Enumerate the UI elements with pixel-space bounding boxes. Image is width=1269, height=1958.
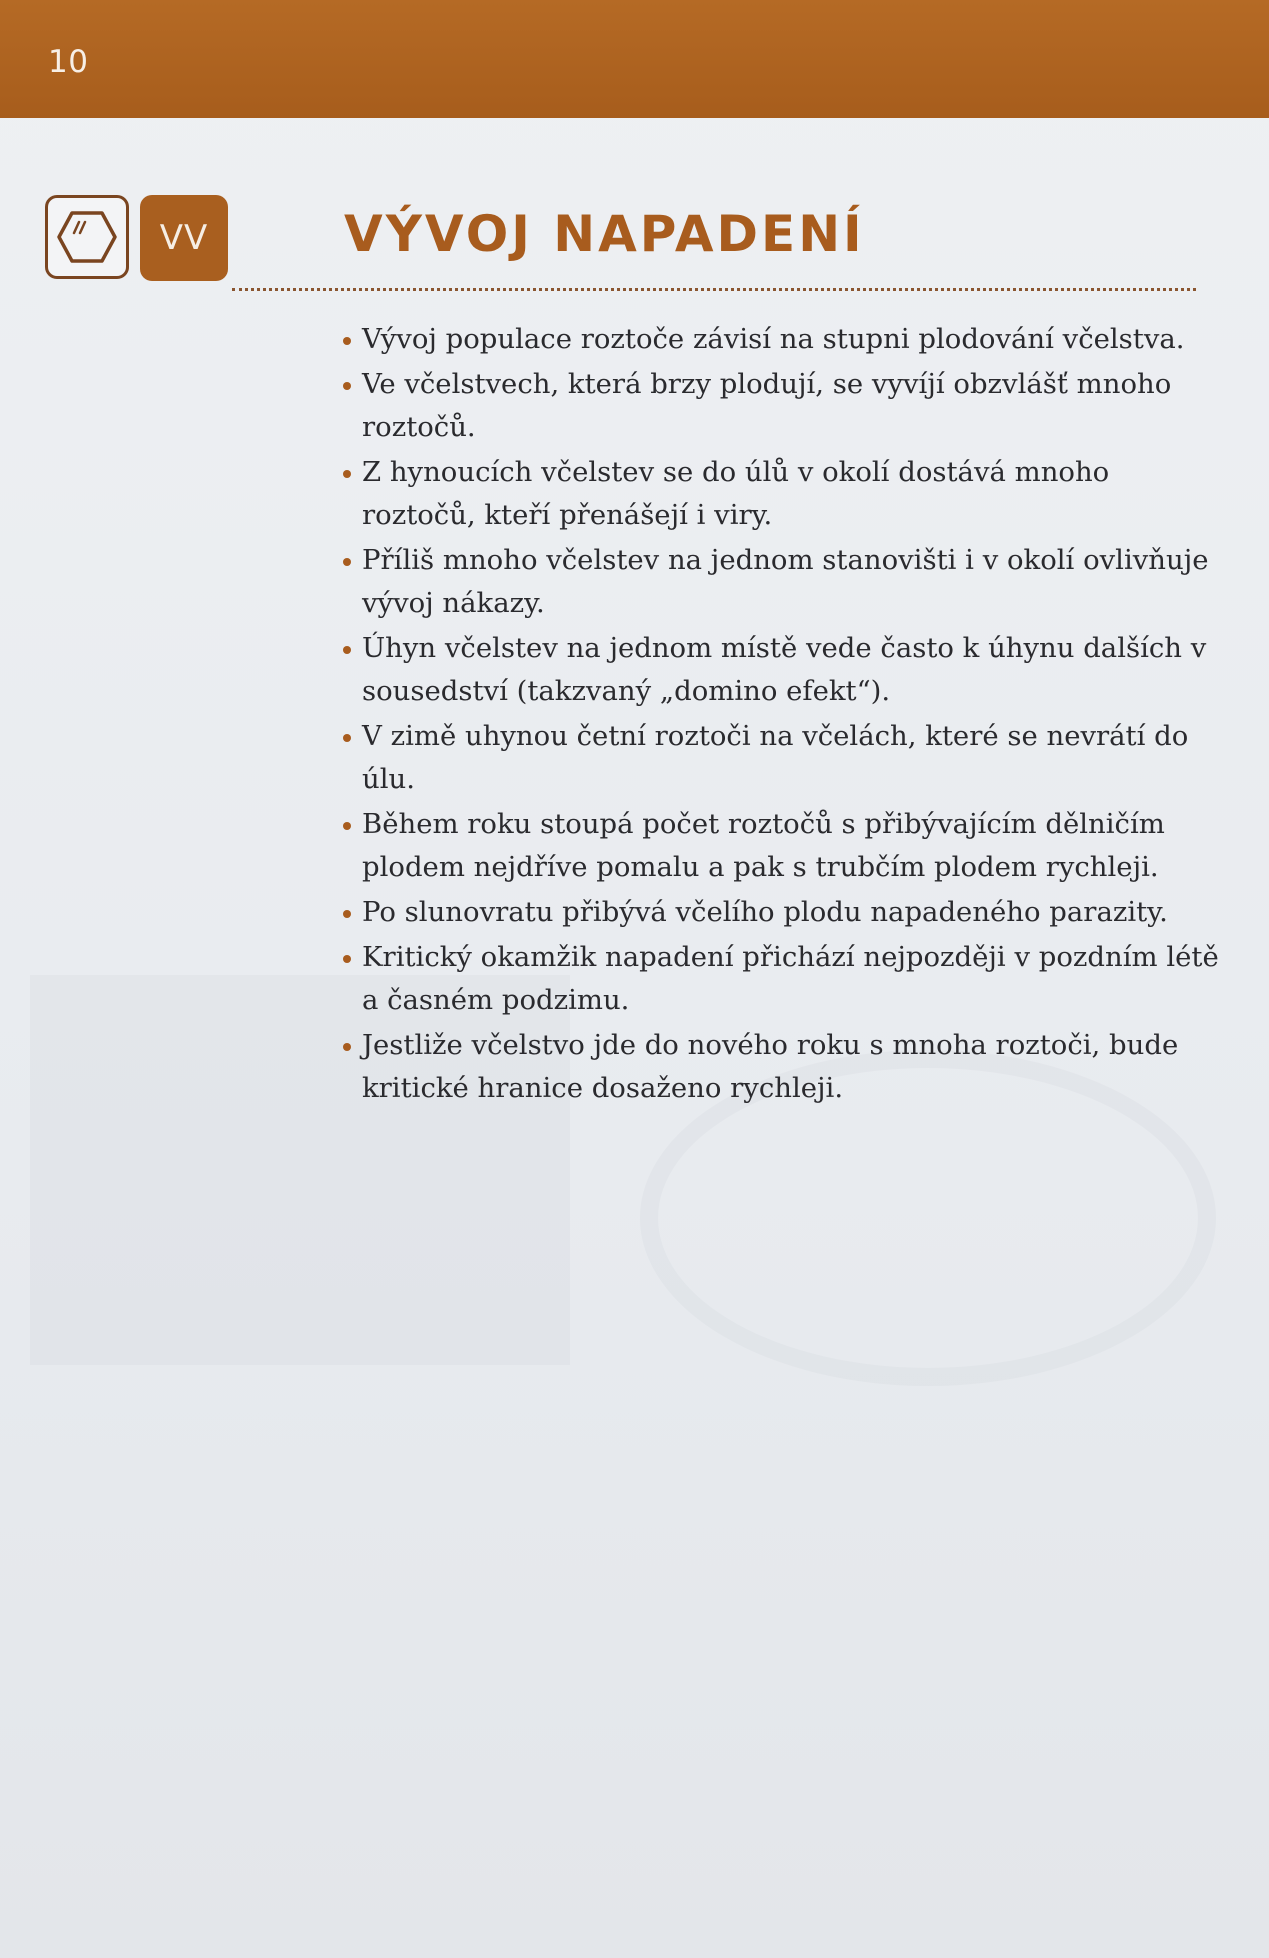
bullet-icon (343, 382, 351, 390)
list-item: Z hynoucích včelstev se do úlů v okolí dostává mnoho roztočů, kteří přenášejí i viry. (340, 451, 1220, 537)
section-title: VÝVOJ NAPADENÍ (344, 205, 865, 263)
bullet-icon (343, 955, 351, 963)
list-item: V zimě uhynou četní roztoči na včelách, které se nevrátí do úlu. (340, 715, 1220, 801)
title-divider (232, 288, 1196, 291)
bullet-icon (343, 337, 351, 345)
bullet-list (340, 318, 1220, 1112)
list-item: Jestliže včelstvo jde do nového roku s mnoha roztoči, bude kritické hranice dosaženo rychleji. (340, 1024, 1220, 1110)
bullet-icon (343, 910, 351, 918)
page-number: 10 (48, 44, 89, 80)
bullet-icon (343, 470, 351, 478)
list-item: Vývoj populace roztoče závisí na stupni plodování včelstva. (340, 318, 1220, 361)
list-item: Po slunovratu přibývá včelího plodu napadeného parazity. (340, 891, 1220, 934)
bullet-icon (343, 646, 351, 654)
list-item: Během roku stoupá počet roztočů s přibývajícím dělničím plodem nejdříve pomalu a pak s trubčím plodem rychleji. (340, 803, 1220, 889)
hexagon-icon (45, 195, 129, 279)
list-item: Příliš mnoho včelstev na jednom stanovišti i v okolí ovlivňuje vývoj nákazy. (340, 539, 1220, 625)
bullet-icon (343, 558, 351, 566)
bullet-icon (343, 734, 351, 742)
list-item: Kritický okamžik napadení přichází nejpozději v pozdním létě a časném podzimu. (340, 936, 1220, 1022)
list-item: Ve včelstvech, která brzy plodují, se vyvíjí obzvlášť mnoho roztočů. (340, 363, 1220, 449)
bullet-icon (343, 822, 351, 830)
list-item: Úhyn včelstev na jednom místě vede často k úhynu dalších v sousedství (takzvaný „domino efekt“). (340, 627, 1220, 713)
header-band (0, 0, 1269, 118)
bullet-icon (343, 1043, 351, 1051)
section-badge: VV (140, 195, 228, 281)
